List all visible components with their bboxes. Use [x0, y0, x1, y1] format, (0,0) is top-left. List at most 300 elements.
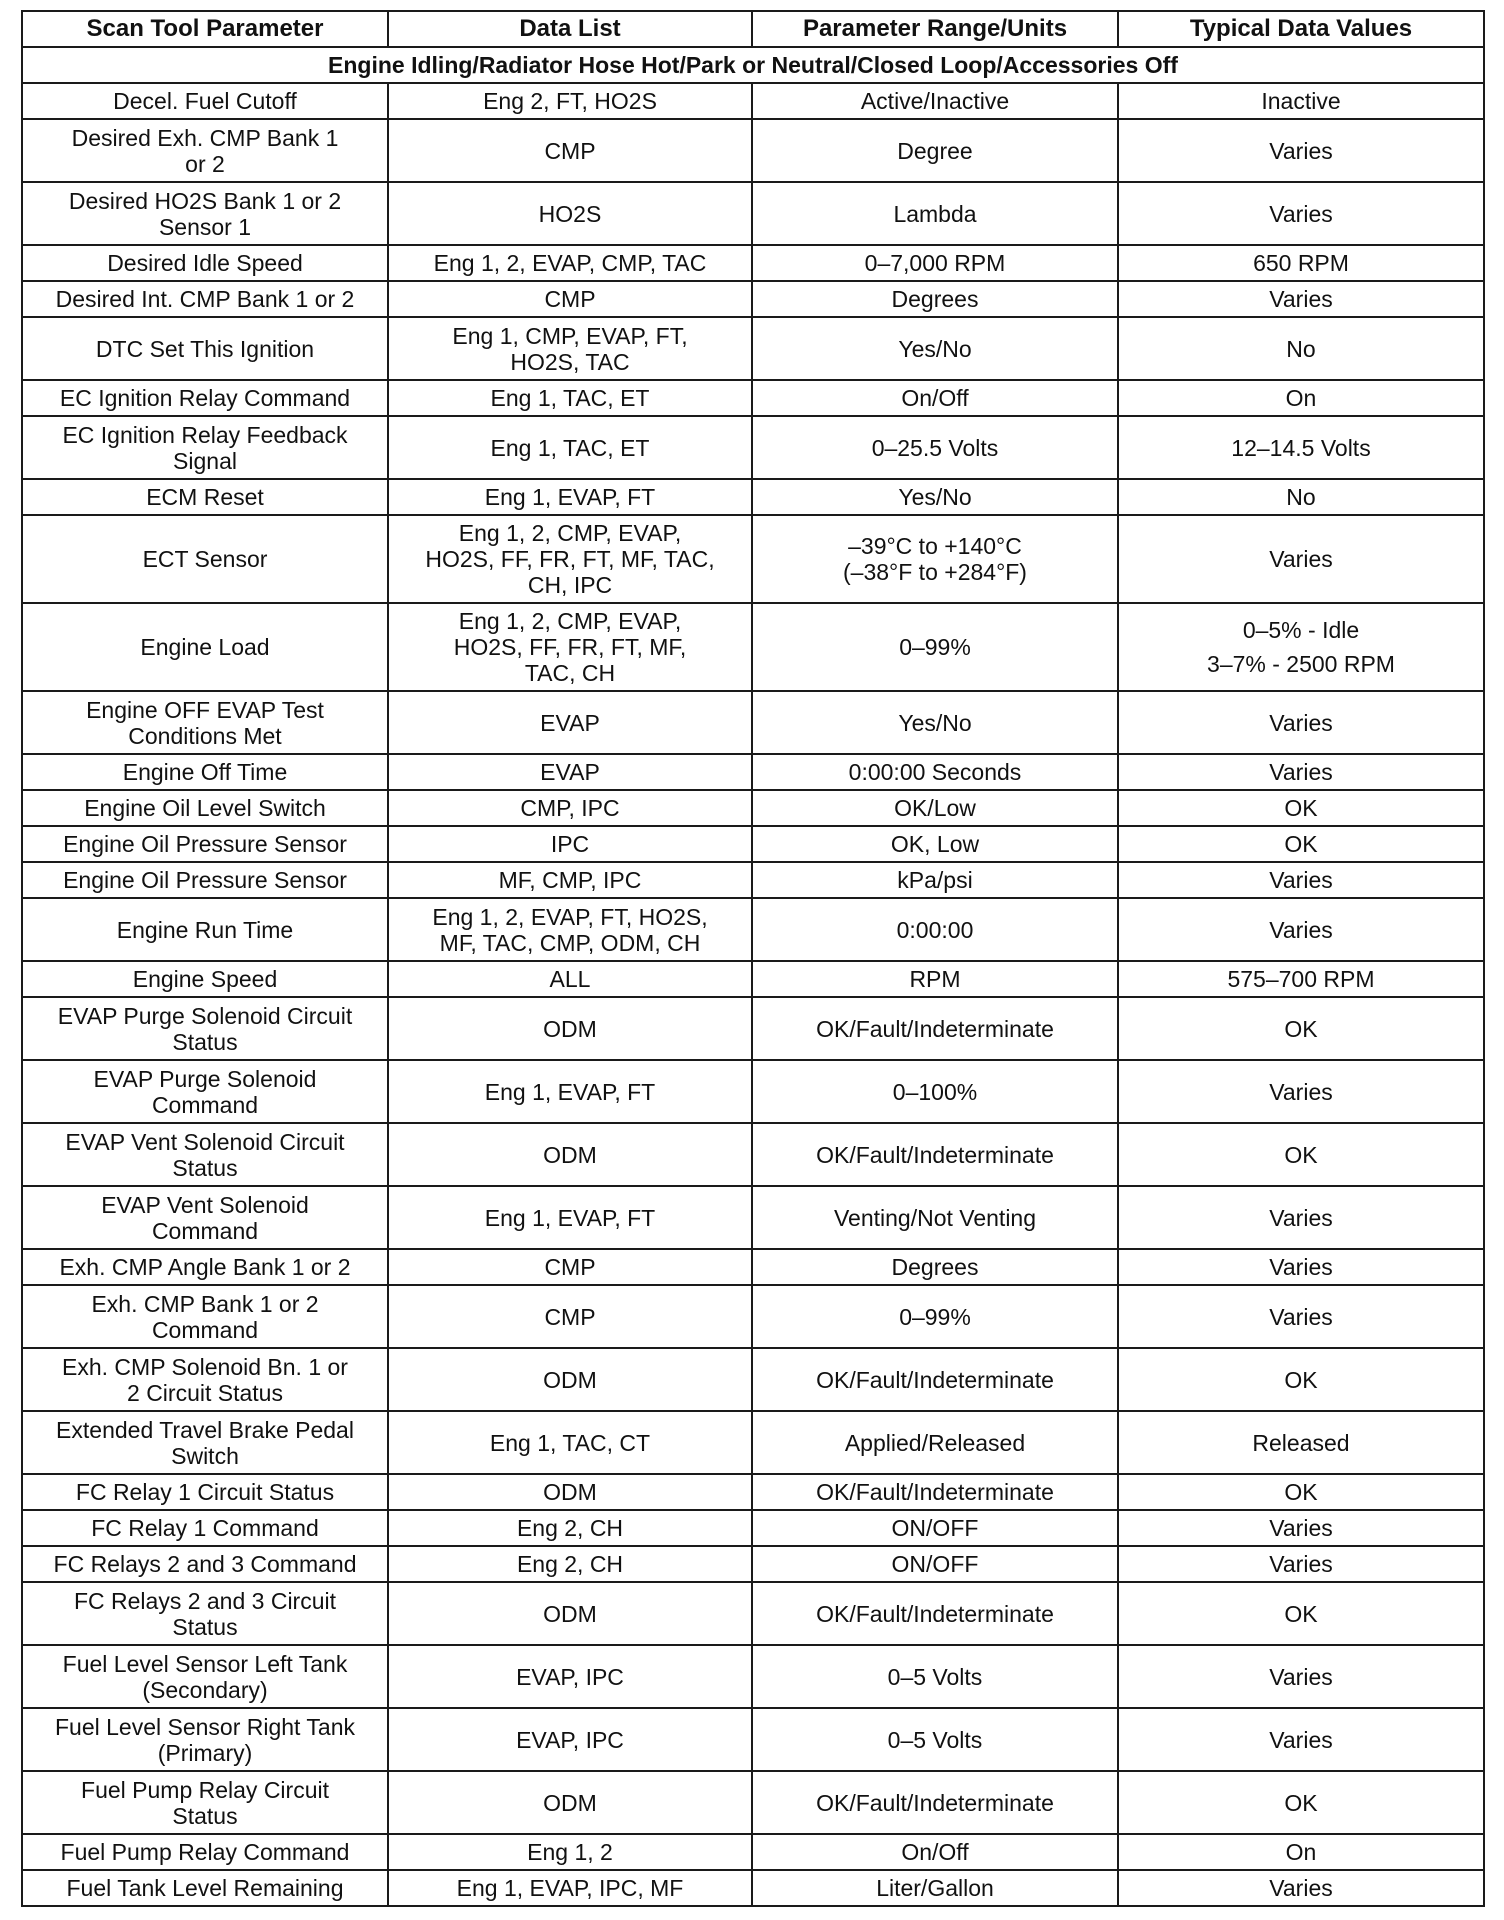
parameter-cell — [22, 416, 388, 479]
table-row — [22, 1411, 1484, 1474]
parameter-cell-text: Fuel Level Sensor Right Tank (Primary) — [54, 1713, 356, 1766]
parameter-cell-text: ECT Sensor — [142, 546, 268, 572]
parameter-cell-text: EVAP Purge Solenoid Circuit Status — [57, 1002, 353, 1055]
typical-value-cell-text: Varies — [1269, 916, 1333, 943]
range-units-cell-text: Applied/Released — [844, 1429, 1026, 1456]
table-row — [22, 1771, 1484, 1834]
table-row — [22, 1510, 1484, 1546]
data-list-cell — [388, 1771, 752, 1834]
table-row — [22, 479, 1484, 515]
data-list-cell-text: CMP — [544, 1303, 596, 1330]
parameter-cell — [22, 691, 388, 754]
parameter-cell — [22, 317, 388, 380]
table-row — [22, 1249, 1484, 1285]
parameter-cell — [22, 961, 388, 997]
parameter-cell-text: Engine Load — [140, 634, 270, 660]
data-list-cell — [388, 1249, 752, 1285]
typical-value-cell-text: OK — [1284, 1479, 1318, 1505]
range-units-cell — [752, 603, 1118, 691]
data-list-cell-text: Eng 1, CMP, EVAP, FT, HO2S, TAC — [452, 322, 688, 375]
range-units-cell-text: kPa/psi — [897, 867, 973, 893]
data-list-cell-text: ODM — [543, 1600, 597, 1627]
typical-value-cell — [1118, 1348, 1484, 1411]
range-units-cell — [752, 1870, 1118, 1906]
data-list-cell — [388, 416, 752, 479]
range-units-cell — [752, 119, 1118, 182]
table-row — [22, 754, 1484, 790]
parameter-cell — [22, 1060, 388, 1123]
range-units-cell — [752, 1186, 1118, 1249]
range-units-cell — [752, 790, 1118, 826]
typical-value-cell-text: OK — [1284, 1015, 1318, 1042]
range-units-cell-text: OK/Fault/Indeterminate — [816, 1141, 1054, 1168]
typical-value-cell — [1118, 1582, 1484, 1645]
parameter-cell-text: Desired Idle Speed — [107, 250, 303, 276]
scan-tool-parameter-table — [21, 10, 1485, 1907]
typical-value-cell-text: OK — [1284, 795, 1318, 821]
range-units-cell — [752, 1123, 1118, 1186]
typical-value-cell-text: OK — [1284, 1600, 1318, 1627]
range-units-cell — [752, 1474, 1118, 1510]
typical-value-cell — [1118, 281, 1484, 317]
range-units-cell — [752, 515, 1118, 603]
data-list-cell — [388, 119, 752, 182]
range-units-cell — [752, 380, 1118, 416]
parameter-cell-text: Exh. CMP Angle Bank 1 or 2 — [59, 1254, 351, 1280]
table-row — [22, 997, 1484, 1060]
parameter-cell — [22, 1474, 388, 1510]
typical-value-cell — [1118, 1771, 1484, 1834]
data-list-cell — [388, 1474, 752, 1510]
data-list-cell-text: Eng 1, TAC, ET — [490, 385, 650, 411]
parameter-cell — [22, 281, 388, 317]
data-list-cell-text: Eng 1, 2, EVAP, CMP, TAC — [433, 250, 707, 276]
typical-value-cell — [1118, 83, 1484, 119]
typical-value-cell-text: Varies — [1269, 1078, 1333, 1105]
data-list-cell-text: ODM — [543, 1789, 597, 1816]
data-list-cell — [388, 380, 752, 416]
typical-value-cell-text: No — [1286, 484, 1316, 510]
range-units-cell — [752, 479, 1118, 515]
range-units-cell — [752, 691, 1118, 754]
typical-value-cell — [1118, 691, 1484, 754]
parameter-cell — [22, 1411, 388, 1474]
range-units-cell-text: Degrees — [891, 286, 979, 312]
range-units-cell — [752, 182, 1118, 245]
data-list-cell-text: Eng 1, 2 — [527, 1839, 613, 1865]
typical-value-cell-text: On — [1285, 1839, 1317, 1865]
typical-value-cell — [1118, 1546, 1484, 1582]
typical-value-cell-text: Released — [1252, 1429, 1350, 1456]
table-row — [22, 961, 1484, 997]
parameter-cell — [22, 1123, 388, 1186]
data-list-cell-text: ODM — [543, 1141, 597, 1168]
typical-value-cell — [1118, 1474, 1484, 1510]
typical-value-cell — [1118, 1123, 1484, 1186]
typical-value-cell-text: Varies — [1269, 137, 1333, 164]
typical-value-cell — [1118, 1870, 1484, 1906]
parameter-cell — [22, 1645, 388, 1708]
range-units-cell — [752, 898, 1118, 961]
range-units-cell-text: OK/Fault/Indeterminate — [816, 1600, 1054, 1627]
table-row — [22, 119, 1484, 182]
range-units-cell-text: Yes/No — [898, 484, 972, 510]
data-list-cell — [388, 790, 752, 826]
table-row — [22, 182, 1484, 245]
range-units-cell-text: Degrees — [891, 1254, 979, 1280]
parameter-cell — [22, 1510, 388, 1546]
typical-value-cell — [1118, 961, 1484, 997]
data-list-cell — [388, 603, 752, 691]
typical-value-cell — [1118, 754, 1484, 790]
table-row — [22, 416, 1484, 479]
parameter-cell-text: Engine OFF EVAP Test Conditions Met — [86, 696, 324, 749]
data-list-cell-text: Eng 2, CH — [516, 1551, 624, 1577]
typical-value-cell — [1118, 380, 1484, 416]
range-units-cell — [752, 245, 1118, 281]
range-units-cell — [752, 1834, 1118, 1870]
parameter-cell-text: Desired HO2S Bank 1 or 2 Sensor 1 — [68, 187, 342, 240]
range-units-cell — [752, 1348, 1118, 1411]
typical-value-cell — [1118, 1645, 1484, 1708]
data-list-cell — [388, 1546, 752, 1582]
parameter-cell — [22, 603, 388, 691]
parameter-cell — [22, 1771, 388, 1834]
table-row — [22, 380, 1484, 416]
data-list-cell — [388, 997, 752, 1060]
typical-value-cell-text: Varies — [1269, 1303, 1333, 1330]
range-units-cell-text: Degree — [897, 137, 973, 164]
typical-value-cell-text: 575–700 RPM — [1227, 966, 1375, 992]
data-list-cell-text: CMP — [544, 286, 596, 312]
table-row — [22, 1123, 1484, 1186]
range-units-cell-text: On/Off — [901, 1839, 969, 1865]
range-units-cell — [752, 1249, 1118, 1285]
parameter-cell — [22, 1546, 388, 1582]
typical-value-cell-text: Varies — [1269, 1663, 1333, 1690]
typical-value-cell-text: Varies — [1269, 1254, 1333, 1280]
table-row — [22, 281, 1484, 317]
range-units-cell — [752, 1546, 1118, 1582]
column-header-typical-data-values: Typical Data Values — [1118, 11, 1484, 47]
typical-value-cell — [1118, 416, 1484, 479]
range-units-cell-text: Liter/Gallon — [876, 1875, 994, 1901]
parameter-cell-text: Engine Oil Level Switch — [84, 795, 326, 821]
parameter-cell-text: Fuel Tank Level Remaining — [66, 1875, 344, 1901]
data-list-cell-text: CMP — [544, 137, 596, 164]
parameter-cell — [22, 245, 388, 281]
parameter-cell — [22, 1582, 388, 1645]
data-list-cell — [388, 245, 752, 281]
typical-value-cell — [1118, 245, 1484, 281]
range-units-cell-text: On/Off — [901, 385, 969, 411]
table-row — [22, 862, 1484, 898]
typical-value-cell-text: Varies — [1269, 867, 1333, 893]
header-row — [22, 11, 1484, 47]
data-list-cell — [388, 515, 752, 603]
typical-value-cell — [1118, 1834, 1484, 1870]
range-units-cell-text: RPM — [909, 966, 961, 992]
table-row — [22, 83, 1484, 119]
range-units-cell-text: 0–5 Volts — [887, 1663, 983, 1690]
data-list-cell — [388, 1834, 752, 1870]
range-units-cell-text: 0–99% — [899, 634, 971, 660]
data-list-cell-text: EVAP — [540, 709, 600, 736]
parameter-cell-text: FC Relays 2 and 3 Circuit Status — [73, 1587, 337, 1640]
parameter-cell-text: FC Relay 1 Circuit Status — [75, 1479, 335, 1505]
parameter-cell — [22, 1708, 388, 1771]
range-units-cell-text: 0–7,000 RPM — [864, 250, 1006, 276]
data-list-cell-text: ODM — [543, 1015, 597, 1042]
data-list-cell — [388, 1186, 752, 1249]
range-units-cell — [752, 826, 1118, 862]
range-units-cell-text: ON/OFF — [891, 1551, 979, 1577]
table-row — [22, 790, 1484, 826]
typical-value-cell — [1118, 479, 1484, 515]
typical-value-cell-text-secondary: 3–7% - 2500 RPM — [1207, 651, 1395, 677]
data-list-cell — [388, 1123, 752, 1186]
range-units-cell — [752, 83, 1118, 119]
range-units-cell — [752, 754, 1118, 790]
range-units-cell-text: 0–99% — [899, 1303, 971, 1330]
parameter-cell-text: EVAP Vent Solenoid Command — [101, 1191, 309, 1244]
parameter-cell-text: Desired Exh. CMP Bank 1 or 2 — [71, 124, 339, 177]
range-units-cell — [752, 1645, 1118, 1708]
data-list-cell-text: Eng 2, FT, HO2S — [483, 88, 657, 114]
table-row — [22, 1285, 1484, 1348]
parameter-cell-text: ECM Reset — [146, 484, 264, 510]
table-row — [22, 515, 1484, 603]
range-units-cell-text: Yes/No — [898, 709, 972, 736]
data-list-cell-text: EVAP, IPC — [516, 1726, 624, 1753]
table-row — [22, 691, 1484, 754]
parameter-cell — [22, 1834, 388, 1870]
condition-row — [22, 47, 1484, 83]
data-list-cell-text: Eng 1, EVAP, FT — [484, 1078, 656, 1105]
typical-value-cell — [1118, 119, 1484, 182]
data-list-cell — [388, 898, 752, 961]
data-list-cell-text: ALL — [549, 966, 591, 992]
data-list-cell-text: CMP, IPC — [520, 795, 620, 821]
typical-value-cell-text: Varies — [1269, 546, 1333, 572]
parameter-cell-text: DTC Set This Ignition — [95, 335, 315, 362]
data-list-cell-text: EVAP, IPC — [516, 1663, 624, 1690]
typical-value-cell — [1118, 1411, 1484, 1474]
typical-value-cell — [1118, 1186, 1484, 1249]
table-row — [22, 1348, 1484, 1411]
typical-value-cell-text: Varies — [1269, 759, 1333, 785]
range-units-cell-text: 0:00:00 Seconds — [848, 759, 1022, 785]
range-units-cell — [752, 317, 1118, 380]
typical-value-cell-text: Varies — [1269, 1875, 1333, 1901]
parameter-cell — [22, 83, 388, 119]
typical-value-cell-text: 12–14.5 Volts — [1231, 434, 1371, 461]
parameter-cell — [22, 862, 388, 898]
parameter-cell — [22, 826, 388, 862]
range-units-cell-text: Active/Inactive — [860, 88, 1010, 114]
typical-value-cell-text: Varies — [1269, 1515, 1333, 1541]
data-list-cell — [388, 691, 752, 754]
range-units-cell-text: OK/Fault/Indeterminate — [816, 1015, 1054, 1042]
range-units-cell — [752, 1285, 1118, 1348]
range-units-cell — [752, 1510, 1118, 1546]
data-list-cell — [388, 1510, 752, 1546]
data-list-cell — [388, 826, 752, 862]
parameter-cell-text: Engine Oil Pressure Sensor — [63, 831, 347, 857]
data-list-cell — [388, 1870, 752, 1906]
typical-value-cell — [1118, 1510, 1484, 1546]
parameter-cell-text: Exh. CMP Bank 1 or 2 Command — [91, 1290, 319, 1343]
typical-value-cell — [1118, 1708, 1484, 1771]
range-units-cell — [752, 416, 1118, 479]
data-list-cell — [388, 317, 752, 380]
data-list-cell-text: Eng 1, TAC, CT — [489, 1429, 651, 1456]
table-row — [22, 1546, 1484, 1582]
data-list-cell-text: Eng 1, EVAP, FT — [484, 1204, 656, 1231]
typical-value-cell-text: On — [1285, 385, 1317, 411]
parameter-cell-text: EVAP Vent Solenoid Circuit Status — [65, 1128, 345, 1181]
parameter-cell-text: Engine Run Time — [116, 916, 294, 943]
table-row — [22, 898, 1484, 961]
range-units-cell-text: 0–25.5 Volts — [871, 434, 999, 461]
data-list-cell-text: ODM — [543, 1479, 597, 1505]
typical-value-cell-text: OK — [1284, 831, 1318, 857]
data-list-cell-text: Eng 1, 2, CMP, EVAP, HO2S, FF, FR, FT, MF, TAC, CH, IPC — [425, 520, 715, 598]
typical-value-cell-text: Varies — [1269, 1551, 1333, 1577]
typical-value-cell-text: Inactive — [1261, 88, 1341, 114]
parameter-cell — [22, 898, 388, 961]
parameter-cell-text: Engine Oil Pressure Sensor — [63, 867, 347, 893]
range-units-cell — [752, 1411, 1118, 1474]
parameter-cell — [22, 1249, 388, 1285]
typical-value-cell — [1118, 1060, 1484, 1123]
parameter-cell-text: Engine Off Time — [122, 759, 288, 785]
range-units-cell — [752, 1060, 1118, 1123]
range-units-cell-text: OK/Low — [894, 795, 976, 821]
range-units-cell — [752, 1582, 1118, 1645]
parameter-cell — [22, 790, 388, 826]
typical-value-cell — [1118, 515, 1484, 603]
table-row — [22, 1834, 1484, 1870]
typical-value-cell — [1118, 862, 1484, 898]
parameter-cell-text: EVAP Purge Solenoid Command — [93, 1065, 317, 1118]
range-units-cell-text: OK/Fault/Indeterminate — [816, 1479, 1054, 1505]
parameter-cell — [22, 182, 388, 245]
table-row — [22, 1645, 1484, 1708]
parameter-cell — [22, 1285, 388, 1348]
range-units-cell — [752, 997, 1118, 1060]
range-units-cell — [752, 862, 1118, 898]
data-list-cell — [388, 83, 752, 119]
data-list-cell — [388, 1060, 752, 1123]
typical-value-cell — [1118, 898, 1484, 961]
parameter-cell-text: Fuel Level Sensor Left Tank (Secondary) — [62, 1650, 348, 1703]
parameter-cell-text: EC Ignition Relay Command — [59, 385, 351, 411]
table-row — [22, 317, 1484, 380]
parameter-cell-text: Desired Int. CMP Bank 1 or 2 — [55, 286, 355, 312]
table-row — [22, 1708, 1484, 1771]
range-units-cell-text: OK/Fault/Indeterminate — [816, 1789, 1054, 1816]
range-units-cell — [752, 1771, 1118, 1834]
typical-value-cell — [1118, 826, 1484, 862]
column-header-scan-tool-parameter: Scan Tool Parameter — [22, 11, 388, 47]
typical-value-cell-text: Varies — [1269, 286, 1333, 312]
range-units-cell-text: OK/Fault/Indeterminate — [816, 1366, 1054, 1393]
parameter-cell-text: Fuel Pump Relay Command — [60, 1839, 350, 1865]
operating-condition: Engine Idling/Radiator Hose Hot/Park or Neutral/Closed Loop/Accessories Off — [22, 47, 1484, 83]
data-list-cell — [388, 1285, 752, 1348]
data-list-cell — [388, 862, 752, 898]
typical-value-cell-text: 650 RPM — [1253, 250, 1349, 276]
column-header-parameter-range-units: Parameter Range/Units — [752, 11, 1118, 47]
parameter-cell — [22, 380, 388, 416]
parameter-cell-text: Decel. Fuel Cutoff — [113, 88, 297, 114]
typical-value-cell — [1118, 603, 1484, 691]
parameter-cell — [22, 1348, 388, 1411]
table-row — [22, 603, 1484, 691]
parameter-cell — [22, 515, 388, 603]
parameter-cell-text: Fuel Pump Relay Circuit Status — [81, 1776, 329, 1829]
data-list-cell — [388, 182, 752, 245]
data-list-cell-text: Eng 1, EVAP, IPC, MF — [456, 1875, 684, 1901]
data-list-cell — [388, 1348, 752, 1411]
range-units-cell-text: 0–5 Volts — [887, 1726, 983, 1753]
parameter-cell-text: FC Relays 2 and 3 Command — [53, 1551, 357, 1577]
data-list-cell-text: Eng 1, 2, EVAP, FT, HO2S, MF, TAC, CMP, ODM, CH — [432, 903, 708, 956]
data-list-cell-text: Eng 2, CH — [516, 1515, 624, 1541]
parameter-cell — [22, 479, 388, 515]
typical-value-cell-text: Varies — [1269, 200, 1333, 227]
typical-value-cell-text: Varies — [1269, 709, 1333, 736]
typical-value-cell — [1118, 182, 1484, 245]
typical-value-cell — [1118, 1285, 1484, 1348]
parameter-cell-text: EC Ignition Relay Feedback Signal — [62, 421, 348, 474]
data-list-cell-text: EVAP — [540, 759, 600, 785]
data-list-cell-text: Eng 1, TAC, ET — [490, 434, 650, 461]
typical-value-cell-text: 0–5% - Idle — [1242, 617, 1360, 643]
parameter-cell — [22, 754, 388, 790]
range-units-cell-text: Venting/Not Venting — [833, 1204, 1037, 1231]
typical-value-cell-text: OK — [1284, 1366, 1318, 1393]
table-row — [22, 1060, 1484, 1123]
data-list-cell — [388, 1582, 752, 1645]
data-list-cell-text: ODM — [543, 1366, 597, 1393]
range-units-cell — [752, 281, 1118, 317]
data-list-cell-text: Eng 1, EVAP, FT — [484, 484, 656, 510]
data-list-cell — [388, 1645, 752, 1708]
typical-value-cell-text: OK — [1284, 1141, 1318, 1168]
parameter-cell-text: Extended Travel Brake Pedal Switch — [56, 1416, 354, 1469]
data-list-cell — [388, 1708, 752, 1771]
data-list-cell-text: Eng 1, 2, CMP, EVAP, HO2S, FF, FR, FT, MF, TAC, CH — [453, 608, 687, 686]
data-list-cell — [388, 754, 752, 790]
parameter-cell — [22, 1186, 388, 1249]
range-units-cell-text: Lambda — [893, 200, 977, 227]
parameter-cell — [22, 119, 388, 182]
range-units-cell — [752, 1708, 1118, 1771]
typical-value-cell — [1118, 790, 1484, 826]
parameter-cell-text: Exh. CMP Solenoid Bn. 1 or 2 Circuit Status — [62, 1353, 348, 1406]
data-list-cell-text: CMP — [544, 1254, 596, 1280]
column-header-data-list: Data List — [388, 11, 752, 47]
data-list-cell-text: HO2S — [538, 200, 602, 227]
typical-value-cell — [1118, 997, 1484, 1060]
table-row — [22, 1870, 1484, 1906]
range-units-cell-text: 0:00:00 — [896, 916, 974, 943]
typical-value-cell-text: No — [1286, 335, 1316, 362]
table-row — [22, 1186, 1484, 1249]
table-row — [22, 245, 1484, 281]
